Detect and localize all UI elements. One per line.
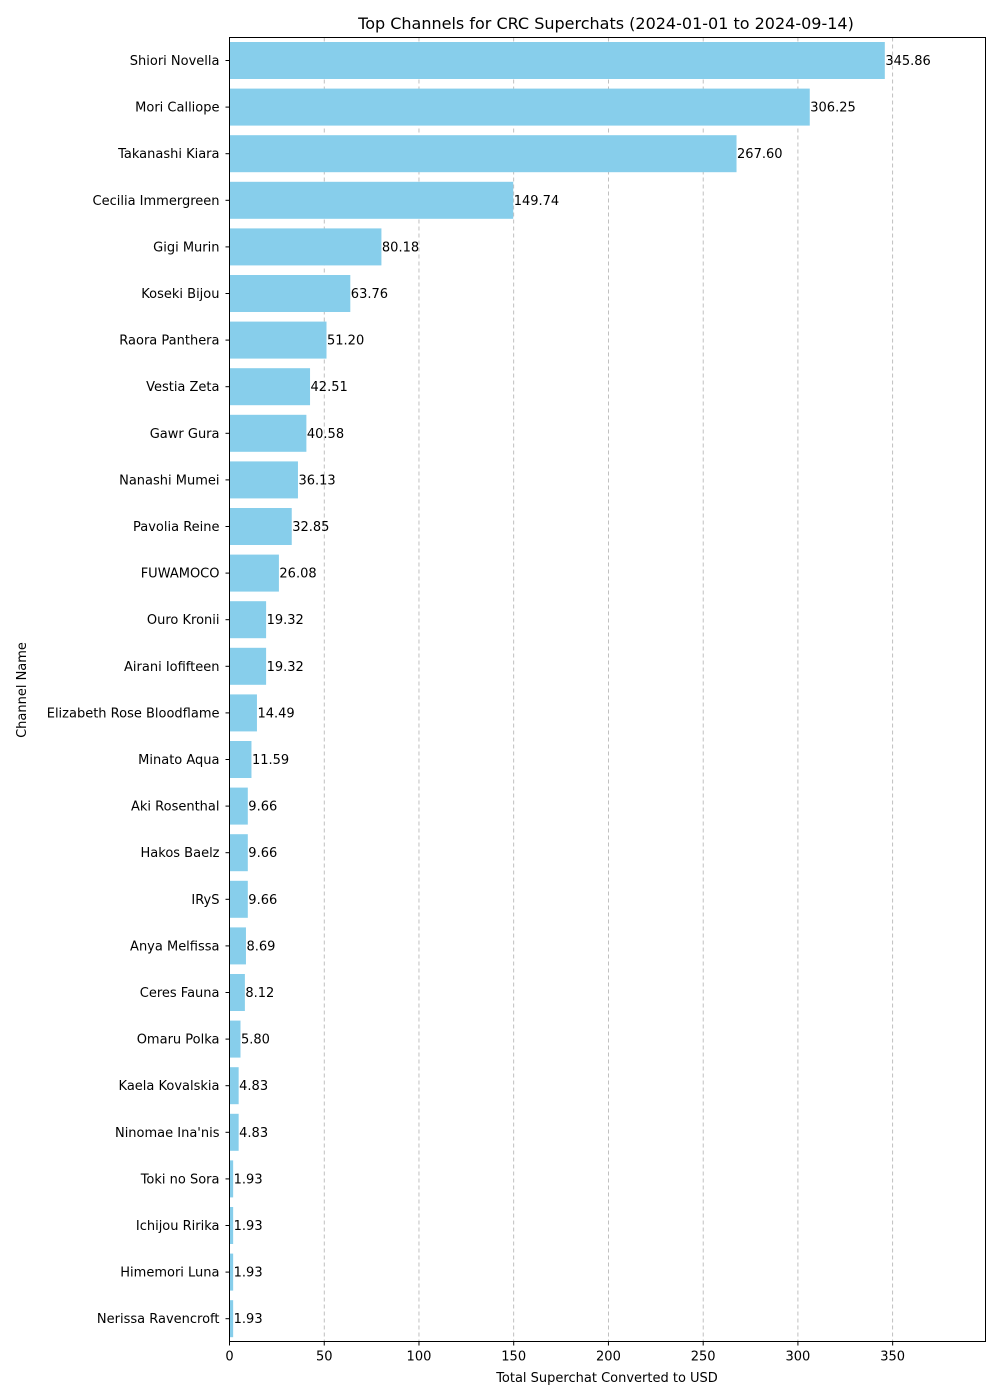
bar [230, 415, 307, 452]
x-tick-label: 200 [596, 1349, 621, 1365]
x-tick-label: 100 [406, 1349, 432, 1365]
data-label: 51.20 [327, 333, 365, 349]
bar [230, 974, 245, 1011]
y-tick-label: Pavolia Reine [133, 520, 220, 535]
bar [230, 1114, 239, 1151]
y-tick-label: Aki Rosenthal [131, 799, 220, 815]
bar [230, 694, 257, 731]
data-label: 1.93 [233, 1265, 263, 1281]
y-tick-label: Ichijou Ririka [135, 1219, 220, 1234]
data-label: 9.66 [248, 799, 278, 815]
data-label: 14.49 [257, 706, 295, 722]
bar [230, 788, 248, 825]
chart-title: Top Channels for CRC Superchats (2024-01-01 to 2024-09-14) [358, 14, 854, 33]
bar [230, 89, 810, 126]
data-label: 345.86 [885, 54, 931, 69]
bars [230, 42, 885, 1337]
y-tick-label: Kaela Kovalskia [118, 1079, 220, 1095]
y-tick-label: Gigi Murin [153, 240, 220, 256]
bar [230, 1160, 234, 1197]
data-label: 9.66 [248, 846, 278, 862]
y-tick-label: Elizabeth Rose Bloodflame [46, 706, 220, 722]
y-tick-label: Shiori Novella [129, 54, 220, 69]
x-axis-label: Total Superchat Converted to USD [496, 1371, 718, 1386]
data-label: 19.32 [266, 659, 304, 675]
data-label: 1.93 [233, 1219, 263, 1234]
y-tick-label: IRyS [191, 892, 220, 908]
y-tick-label: Gawr Gura [149, 426, 220, 442]
bar [230, 555, 279, 592]
data-label: 306.25 [810, 100, 856, 116]
data-label: 40.58 [306, 426, 345, 442]
y-tick-label: Himemori Luna [120, 1265, 220, 1281]
data-label: 9.66 [248, 892, 278, 908]
y-tick-labels [47, 54, 230, 1327]
bar [230, 1300, 234, 1337]
bar [230, 42, 885, 79]
bar [230, 322, 327, 359]
y-tick-label: Takanashi Kiara [118, 147, 220, 163]
y-tick-label: Koseki Bijou [141, 287, 220, 302]
bar [230, 228, 382, 265]
bar [230, 834, 248, 871]
data-label: 36.13 [298, 473, 336, 489]
y-axis-label: Channel Name [15, 642, 30, 738]
x-tick-label: 250 [690, 1349, 716, 1365]
data-label: 80.18 [381, 240, 420, 256]
data-label: 26.08 [279, 566, 317, 582]
gridlines [324, 38, 892, 1342]
bar [230, 275, 351, 312]
y-tick-label: Ouro Kronii [146, 613, 220, 629]
bar [230, 1067, 239, 1104]
data-label: 11.59 [251, 753, 290, 768]
y-tick-label: Toki no Sora [140, 1172, 220, 1188]
y-tick-label: Nanashi Mumei [119, 473, 220, 489]
bar [230, 741, 252, 778]
bar [230, 135, 737, 172]
data-label: 19.32 [266, 613, 304, 629]
data-label: 5.80 [240, 1032, 270, 1048]
data-label: 4.83 [239, 1125, 269, 1141]
bar [230, 461, 298, 498]
data-label: 8.69 [246, 939, 276, 955]
bar [230, 508, 292, 545]
y-tick-label: Hakos Baelz [140, 846, 220, 862]
data-label: 63.76 [350, 287, 389, 302]
bar [230, 927, 246, 964]
y-tick-label: Anya Melfissa [130, 939, 220, 955]
y-tick-label: Airani Iofifteen [124, 659, 220, 675]
data-label: 267.60 [737, 147, 783, 163]
data-label: 149.74 [513, 193, 560, 209]
bar [230, 1254, 234, 1291]
x-tick-labels [225, 1342, 905, 1365]
y-tick-label: Cecilia Immergreen [92, 193, 220, 209]
x-tick-label: 150 [501, 1349, 527, 1365]
y-tick-label: Nerissa Ravencroft [96, 1312, 220, 1328]
y-tick-label: Mori Calliope [135, 100, 220, 116]
data-label: 1.93 [233, 1312, 263, 1328]
y-tick-label: Raora Panthera [119, 333, 220, 349]
y-tick-label: Ninomae Ina'nis [114, 1125, 220, 1141]
data-label: 4.83 [239, 1079, 269, 1095]
x-tick-label: 300 [785, 1349, 811, 1365]
bar [230, 368, 311, 405]
data-label: 32.85 [292, 520, 330, 535]
x-tick-label: 50 [315, 1349, 333, 1365]
y-tick-label: Minato Aqua [138, 753, 220, 768]
bar [230, 182, 514, 219]
bar [230, 601, 267, 638]
bar [230, 881, 248, 918]
data-label: 1.93 [233, 1172, 263, 1188]
y-tick-label: Vestia Zeta [146, 380, 220, 396]
data-label: 42.51 [310, 380, 348, 396]
bar [230, 1207, 234, 1244]
x-tick-label: 0 [225, 1349, 234, 1365]
y-tick-label: Ceres Fauna [139, 986, 220, 1001]
data-label: 8.12 [245, 986, 275, 1001]
y-tick-label: FUWAMOCO [140, 566, 220, 582]
bar [230, 1021, 241, 1058]
y-tick-label: Omaru Polka [136, 1032, 220, 1048]
x-tick-label: 350 [880, 1349, 906, 1365]
bar [230, 648, 267, 685]
